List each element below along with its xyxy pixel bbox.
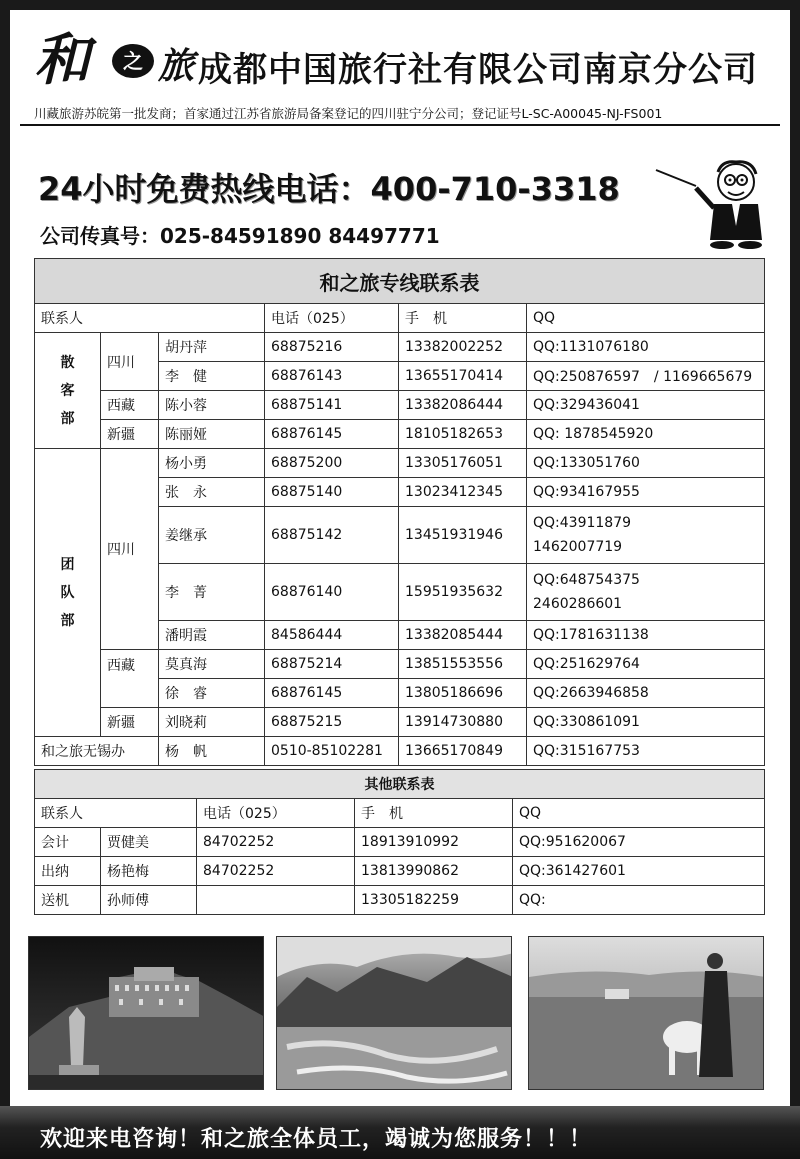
potala-palace-photo [28,936,264,1090]
mobile-cell: 13805186696 [399,679,527,708]
region-cell: 四川 [101,333,159,391]
dept-group [35,449,101,737]
region-cell: 西藏 [101,391,159,420]
mobile-cell: 13655170414 [399,362,527,391]
qq-cell: QQ:2663946858 [527,679,765,708]
qq-cell: QQ:951620067 [513,828,765,857]
qq-cell: QQ:330861091 [527,708,765,737]
mobile-cell: 13851553556 [399,650,527,679]
mobile-cell: 13305176051 [399,449,527,478]
dept-scattered [35,333,101,449]
other-table-title: 其他联系表 [35,770,765,799]
office-cell: 和之旅无锡办 [35,737,159,766]
company-name: 成都中国旅行社有限公司南京分公司 [198,50,758,90]
landscape-icon [277,937,512,1090]
palace-silhouette-icon [29,937,264,1090]
mobile-cell: 18913910992 [355,828,513,857]
name-cell: 陈丽娅 [159,420,265,449]
phone-cell: 68875200 [265,449,399,478]
table-row [35,828,765,857]
name-cell: 李 菁 [159,564,265,621]
phone-cell [197,886,355,915]
phone-cell: 68876143 [265,362,399,391]
table-row [35,886,765,915]
table-row [35,737,765,766]
region-cell: 新疆 [101,708,159,737]
mobile-cell: 13813990862 [355,857,513,886]
role-cell: 出纳 [35,857,101,886]
name-cell: 贾健美 [101,828,197,857]
region-cell: 四川 [101,449,159,650]
table-row [35,650,765,679]
name-cell: 莫真海 [159,650,265,679]
table-header-row [35,304,765,333]
grassland-icon [529,937,764,1090]
name-cell: 杨 帆 [159,737,265,766]
qq-cell: QQ:251629764 [527,650,765,679]
name-cell: 陈小蓉 [159,391,265,420]
qq-cell: QQ:1131076180 [527,333,765,362]
qq-cell: QQ:133051760 [527,449,765,478]
mobile-cell: 15951935632 [399,564,527,621]
region-cell: 新疆 [101,420,159,449]
qq-cell: QQ:329436041 [527,391,765,420]
other-title-row [35,770,765,799]
role-cell: 送机 [35,886,101,915]
qq-line: 1462007719 [533,539,623,555]
header-phone: 电话（025） [265,304,399,333]
mobile-cell: 13382086444 [399,391,527,420]
mobile-cell: 13023412345 [399,478,527,507]
mountain-lake-photo [276,936,512,1090]
logo-circle: 之 [112,44,154,78]
name-cell: 徐 睿 [159,679,265,708]
name-cell: 潘明霞 [159,621,265,650]
qq-line: QQ:648754375 [533,572,640,588]
phone-cell: 68875141 [265,391,399,420]
name-cell: 胡丹萍 [159,333,265,362]
mobile-cell: 13305182259 [355,886,513,915]
role-cell: 会计 [35,828,101,857]
teacher-mascot-icon [652,156,770,251]
phone-cell: 68876140 [265,564,399,621]
table-row [35,391,765,420]
phone-cell: 68876145 [265,420,399,449]
dept-label: 散 客 部 [60,354,75,427]
qq-cell: QQ:315167753 [527,737,765,766]
qq-cell: QQ:250876597 / 1169665679 [527,362,765,391]
qq-cell [527,564,765,621]
other-contact-table [34,769,765,915]
mobile-cell: 13382085444 [399,621,527,650]
header-contact: 联系人 [35,304,265,333]
phone-cell: 84702252 [197,828,355,857]
region-cell: 西藏 [101,650,159,708]
qq-cell: QQ:361427601 [513,857,765,886]
name-cell: 孙师傅 [101,886,197,915]
fax-text: 公司传真号：025-84591890 84497771 [40,224,440,248]
mobile-cell: 13914730880 [399,708,527,737]
table-row [35,333,765,362]
name-cell: 刘晓莉 [159,708,265,737]
phone-cell: 68875215 [265,708,399,737]
registration-line: 川藏旅游苏皖第一批发商；首家通过江苏省旅游局备案登记的四川驻宁分公司；登记证号L-SC-A00045-NJ-FS001 [34,106,663,121]
header-qq: QQ [513,799,765,828]
main-contact-table [34,258,765,766]
phone-cell: 68876145 [265,679,399,708]
name-cell: 杨小勇 [159,449,265,478]
name-cell: 张 永 [159,478,265,507]
header-divider [20,124,780,126]
name-cell: 李 健 [159,362,265,391]
footer-banner [0,1106,800,1159]
mobile-cell: 13382002252 [399,333,527,362]
header-contact: 联系人 [35,799,197,828]
phone-cell: 68875140 [265,478,399,507]
dept-label: 团 队 部 [60,556,75,629]
qq-cell: QQ:934167955 [527,478,765,507]
qq-cell [527,507,765,564]
qq-cell: QQ:1781631138 [527,621,765,650]
qq-line: 2460286601 [533,596,623,612]
phone-cell: 0510-85102281 [265,737,399,766]
phone-cell: 68875214 [265,650,399,679]
header-mobile: 手 机 [355,799,513,828]
table-row [35,449,765,478]
table-title: 和之旅专线联系表 [35,259,765,304]
logo-tail: 旅 [158,45,195,87]
phone-cell: 84702252 [197,857,355,886]
other-header-row [35,799,765,828]
hotline-text: 24小时免费热线电话：400-710-3318 [38,170,620,208]
header-mobile: 手 机 [399,304,527,333]
footer-slogan: 欢迎来电咨询！和之旅全体员工，竭诚为您服务！！！ [40,1127,593,1152]
table-row [35,857,765,886]
mobile-cell: 18105182653 [399,420,527,449]
qq-cell: QQ: [513,886,765,915]
mobile-cell: 13451931946 [399,507,527,564]
mobile-cell: 13665170849 [399,737,527,766]
table-row [35,708,765,737]
name-cell: 杨艳梅 [101,857,197,886]
phone-cell: 68875142 [265,507,399,564]
qq-cell: QQ: 1878545920 [527,420,765,449]
header-qq: QQ [527,304,765,333]
table-title-row [35,259,765,304]
header [30,12,780,100]
qq-line: QQ:43911879 [533,515,632,531]
phone-cell: 68875216 [265,333,399,362]
logo-main: 和 [34,27,86,93]
table-row [35,420,765,449]
phone-cell: 84586444 [265,621,399,650]
tibetan-woman-yak-photo [528,936,764,1090]
name-cell: 姜继承 [159,507,265,564]
header-phone: 电话（025） [197,799,355,828]
